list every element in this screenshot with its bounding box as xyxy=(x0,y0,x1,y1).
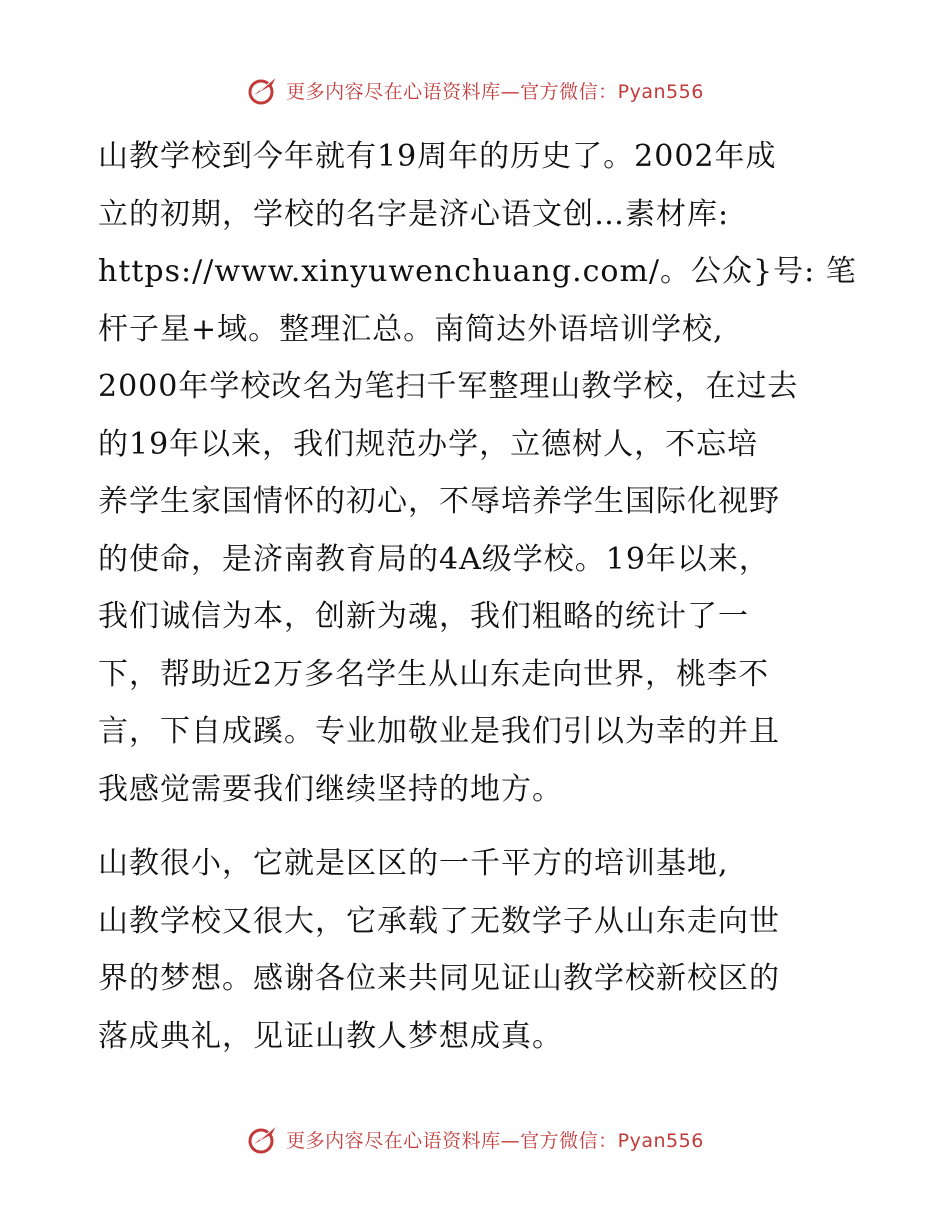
text-line: 养学生家国情怀的初心，不辱培养学生国际化视野 xyxy=(98,484,780,519)
quill-logo-icon xyxy=(246,73,280,107)
text-line: 界的梦想。感谢各位来共同见证山教学校新校区的 xyxy=(98,961,780,996)
text-line: 我们诚信为本，创新为魂，我们粗略的统计了一 xyxy=(98,599,749,634)
text-line: 2000年学校改名为笔扫千军整理山教学校，在过去 xyxy=(98,369,799,404)
footer-watermark xyxy=(0,1119,950,1159)
text-line: 言，下自成蹊。专业加敬业是我们引以为幸的并且 xyxy=(98,714,780,749)
text-line: 立的初期，学校的名字是济心语文创…素材库: xyxy=(98,196,730,232)
text-line: 我感觉需要我们继续坚持的地方。 xyxy=(98,771,563,807)
text-line: 山教学校又很大，它承载了无数学子从山东走向世 xyxy=(98,903,780,939)
text-line: 的使命，是济南教育局的4A级学校。19年以来， xyxy=(98,541,770,577)
header-watermark xyxy=(0,70,950,110)
quill-logo-icon xyxy=(246,1122,280,1156)
text-line: https://www.xinyuwenchuang.com/。公众}号: 笔 xyxy=(98,254,857,289)
text-line: 下，帮助近2万多名学生从山东走向世界，桃李不 xyxy=(98,656,770,692)
text-line: 山教学校到今年就有19周年的历史了。2002年成 xyxy=(98,139,777,174)
text-line: 山教很小，它就是区区的一千平方的培训基地, xyxy=(98,846,729,881)
watermark-text: 更多内容尽在心语资料库—官方微信：Pyan556 xyxy=(286,1129,704,1152)
document-body xyxy=(98,128,857,1065)
paragraph-1 xyxy=(98,128,857,818)
watermark-text: 更多内容尽在心语资料库—官方微信：Pyan556 xyxy=(286,80,704,103)
paragraph-2 xyxy=(98,835,853,1065)
text-line: 的19年以来，我们规范办学，立德树人，不忘培 xyxy=(98,426,759,462)
text-line: 落成典礼，见证山教人梦想成真。 xyxy=(98,1018,563,1054)
text-line: 杆子星+域。整理汇总。南简达外语培训学校, xyxy=(98,311,724,347)
